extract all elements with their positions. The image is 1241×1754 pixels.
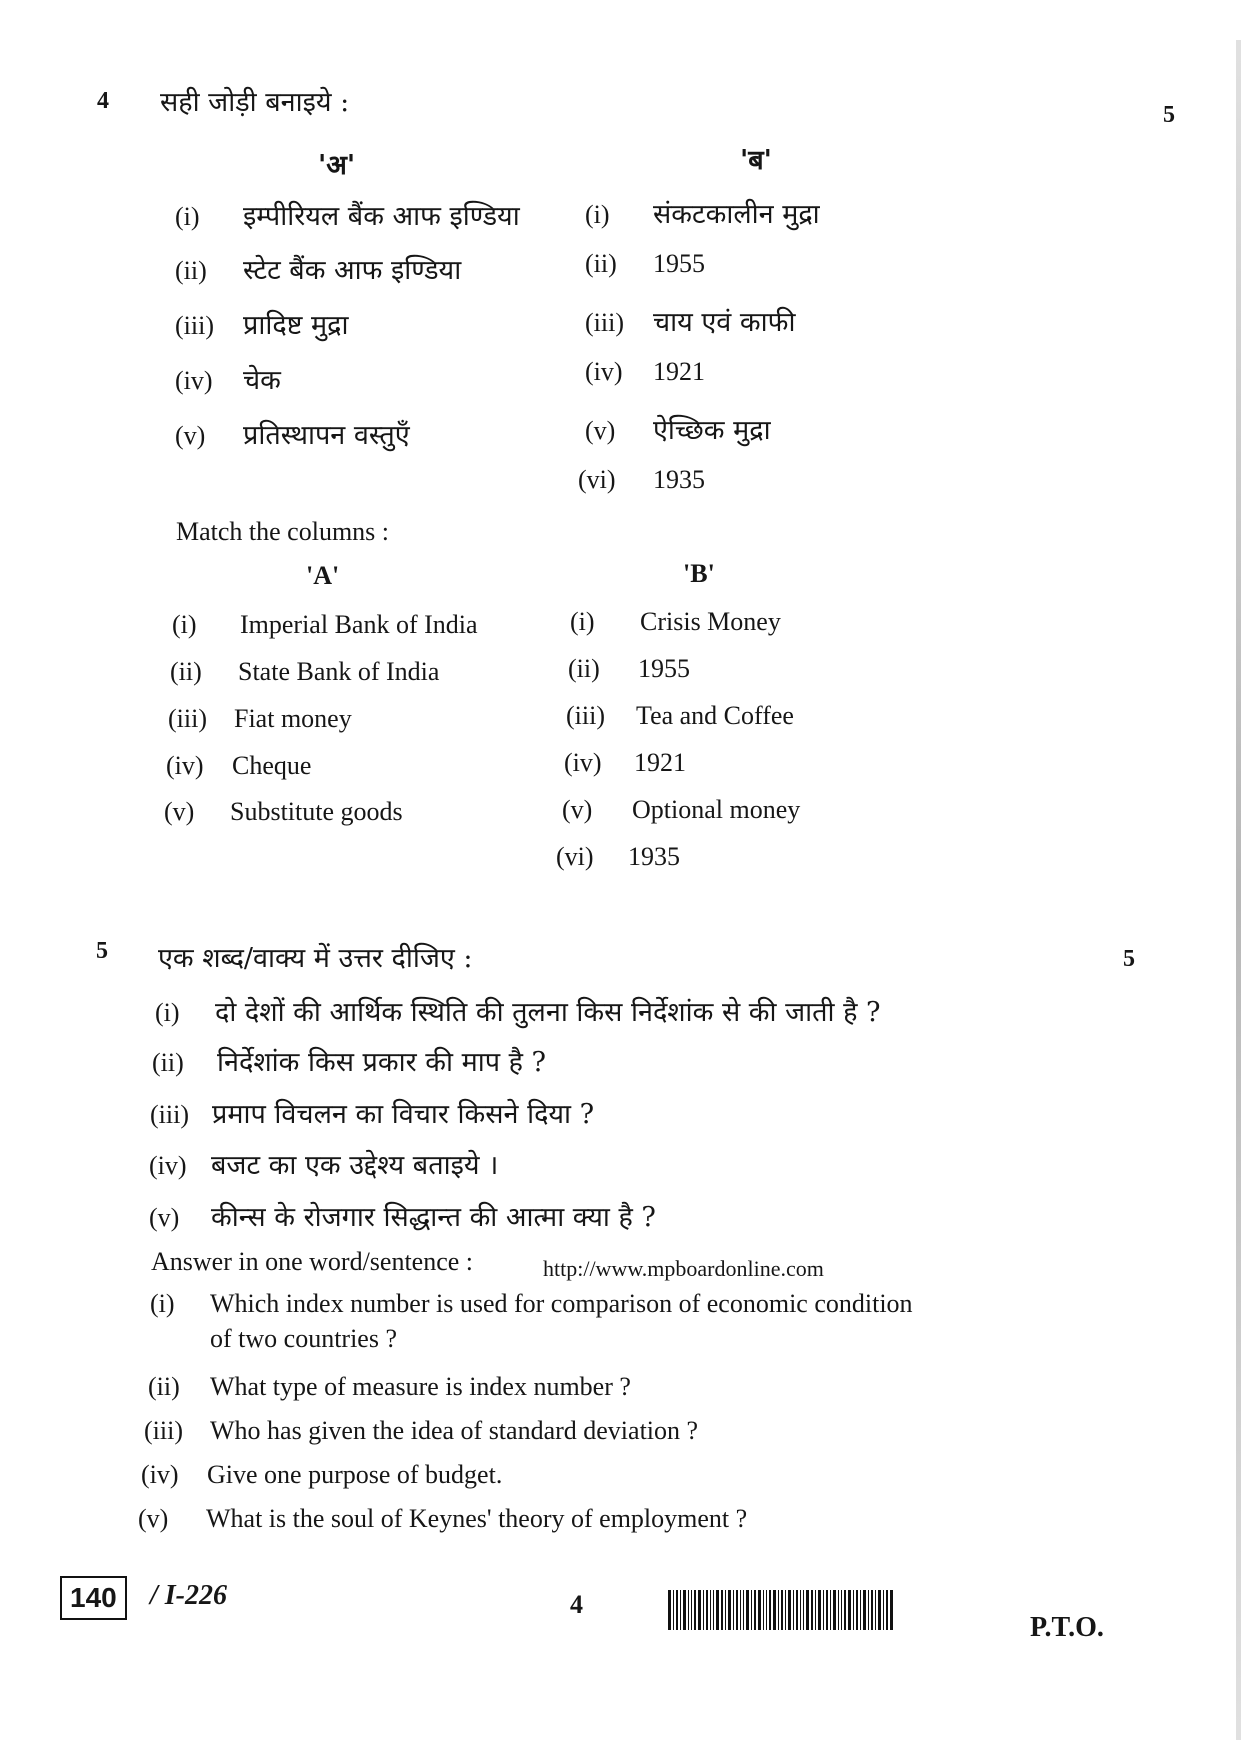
column-a-heading-english: 'A' [306,561,340,590]
paper-code-box: 140 [60,1576,127,1620]
list-item: (ii) State Bank of India [170,657,440,686]
list-item: (i) इम्पीरियल बैंक आफ इण्डिया [175,201,520,232]
question-instruction-hindi: एक शब्द/वाक्य में उत्तर दीजिए : [158,943,473,974]
question-number: 5 [96,938,108,964]
question-number: 4 [97,88,109,114]
list-item-continuation: of two countries ? [210,1324,398,1353]
question-instruction-english: Answer in one word/sentence : [151,1247,474,1276]
list-item: (v) What is the soul of Keynes' theory of employment ? [138,1504,748,1533]
list-item: (iii) प्रमाप विचलन का विचार किसने दिया ? [150,1099,595,1130]
list-item: (iii) Who has given the idea of standard deviation ? [144,1416,699,1445]
question-instruction-hindi: सही जोड़ी बनाइये : [160,87,350,118]
list-item: (v) Optional money [562,795,801,824]
list-item: (ii) स्टेट बैंक आफ इण्डिया [175,255,462,286]
list-item: (i) संकटकालीन मुद्रा [585,199,820,230]
list-item: (v) ऐच्छिक मुद्रा [585,415,771,446]
column-b-heading-english: 'B' [683,559,715,588]
please-turn-over: P.T.O. [1030,1612,1104,1643]
source-url: http://www.mpboardonline.com [543,1256,824,1281]
question-marks: 5 [1163,102,1175,128]
list-item: (vi) 1935 [556,842,680,871]
question-marks: 5 [1123,946,1135,972]
paper-id: / I-226 [150,1580,227,1611]
list-item: (ii) निर्देशांक किस प्रकार की माप है ? [152,1047,547,1078]
list-item: (i) Imperial Bank of India [172,610,478,639]
list-item: (ii) 1955 [568,654,690,683]
list-item: (i) Crisis Money [570,607,781,636]
list-item: (v) प्रतिस्थापन वस्तुएँ [175,420,410,451]
list-item: (iii) Tea and Coffee [566,701,794,730]
list-item: (iv) Cheque [166,751,312,780]
list-item: (iv) Give one purpose of budget. [141,1460,503,1489]
column-a-heading-hindi: 'अ' [318,150,356,181]
list-item: (v) कीन्स के रोजगार सिद्धान्त की आत्मा क्या है ? [149,1202,656,1233]
list-item: (iv) 1921 [585,357,705,386]
list-item: (iv) 1921 [564,748,686,777]
page-number: 4 [570,1590,583,1619]
list-item: (vi) 1935 [578,465,705,494]
list-item: (i) Which index number is used for comparison of economic condition [150,1289,913,1318]
barcode [668,1590,1008,1630]
list-item: (iii) प्रादिष्ट मुद्रा [175,310,349,341]
question-instruction-english: Match the columns : [176,517,390,546]
list-item: (ii) 1955 [585,249,705,278]
list-item: (iii) Fiat money [168,704,352,733]
list-item: (i) दो देशों की आर्थिक स्थिति की तुलना किस निर्देशांक से की जाती है ? [155,997,881,1028]
list-item: (iv) चेक [175,365,281,396]
list-item: (ii) What type of measure is index number ? [148,1372,631,1401]
list-item: (v) Substitute goods [164,797,403,826]
page-edge-shadow [1236,40,1241,1740]
list-item: (iv) बजट का एक उद्देश्य बताइये । [149,1150,499,1181]
column-b-heading-hindi: 'ब' [740,145,772,176]
list-item: (iii) चाय एवं काफी [585,307,796,338]
